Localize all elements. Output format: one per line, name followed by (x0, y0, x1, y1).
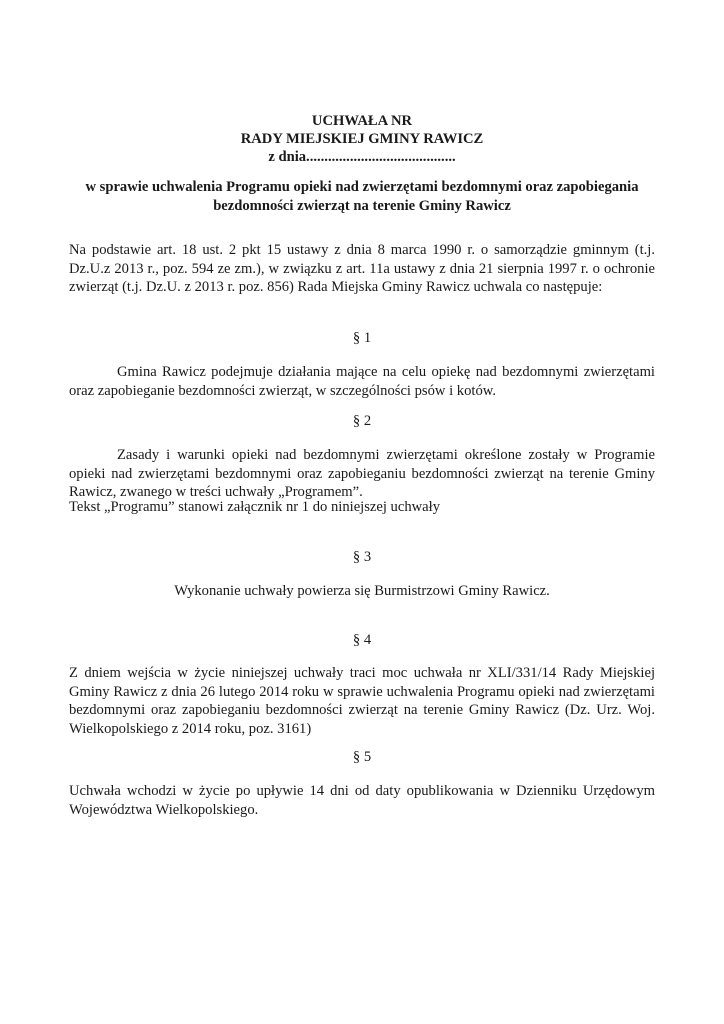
section-3-text: Wykonanie uchwały powierza się Burmistrzowi Gminy Rawicz. (174, 583, 550, 599)
section-5-text: Uchwała wchodzi w życie po upływie 14 dni od daty opublikowania w Dzienniku Urzędowym Województwa Wielkopolskiego. (69, 783, 655, 818)
section-2-extra: Tekst „Programu” stanowi załącznik nr 1 do niniejszej uchwały (69, 499, 441, 515)
council-name: RADY MIEJSKIEJ GMINY RAWICZ (240, 131, 484, 147)
resolution-subject: w sprawie uchwalenia Programu opieki nad zwierzętami bezdomnymi oraz zapobiegania bezdomności zwierząt na terenie Gminy Rawicz (85, 179, 639, 214)
section-2-mark: § 2 (352, 413, 372, 429)
section-4-mark: § 4 (352, 632, 372, 648)
section-5-mark: § 5 (352, 749, 372, 765)
legal-basis-paragraph: Na podstawie art. 18 ust. 2 pkt 15 ustawy z dnia 8 marca 1990 r. o samorządzie gminnym (t.j. Dz.U.z 2013 r., poz. 594 ze zm.), w związku z art. 11a ustawy z dnia 21 sierpnia 1997 r. o ochronie zwierząt (t.j. Dz.U. z 2013 r. poz. 856) Rada Miejska Gminy Rawicz uchwala co następuje: (69, 242, 655, 296)
resolution-number: UCHWAŁA NR (311, 113, 413, 129)
section-2-text: Zasady i warunki opieki nad bezdomnymi zwierzętami określone zostały w Programie opieki nad zwierzętami bezdomnymi oraz zapobieganiu bezdomności zwierząt na terenie Gminy Rawicz, zwanego w treści uchwały „Programem”. (69, 447, 655, 501)
section-1-text: Gmina Rawicz podejmuje działania mające na celu opiekę nad bezdomnymi zwierzętami oraz zapobieganie bezdomności zwierząt, w szczególności psów i kotów. (69, 364, 655, 399)
resolution-date: z dnia......................................... (268, 149, 456, 165)
section-3-mark: § 3 (352, 549, 372, 565)
document-header (0, 112, 724, 166)
section-1-mark: § 1 (352, 330, 372, 346)
section-4-text: Z dniem wejścia w życie niniejszej uchwały traci moc uchwała nr XLI/331/14 Rady Miejskiej Gminy Rawicz z dnia 26 lutego 2014 roku w sprawie uchwalenia Programu opieki nad zwierzętami bezdomnymi oraz zapobieganiu bezdomności zwierząt na terenie Gminy Rawicz (Dz. Urz. Woj. Wielkopolskiego z 2014 roku, poz. 3161) (69, 665, 655, 737)
